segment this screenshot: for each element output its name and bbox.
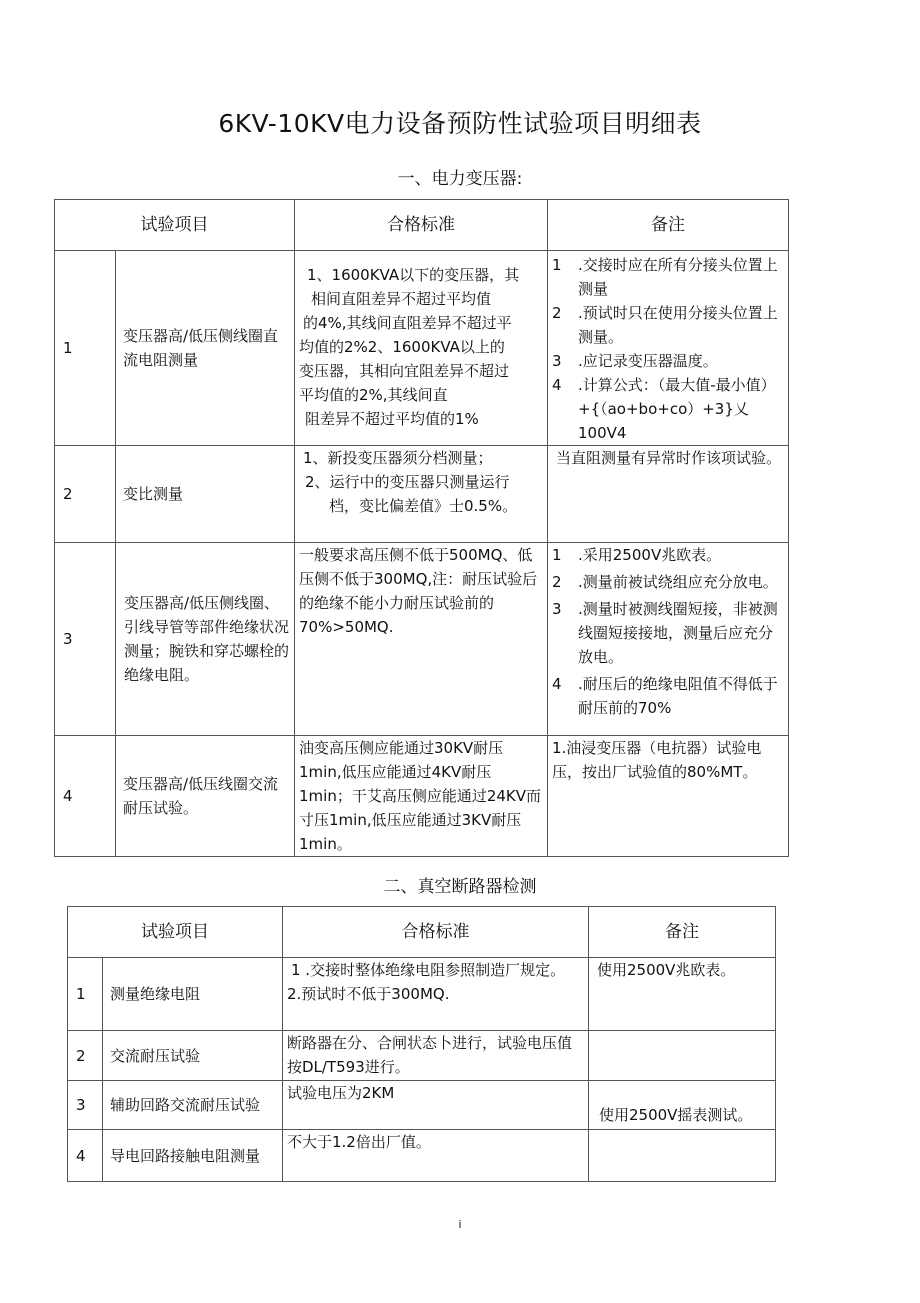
test-item-cell: 变比测量 [116,446,295,543]
note-item [552,349,784,373]
note-item [552,301,784,349]
standard-line: 1、1600KVA以下的变压器，其 [307,266,520,284]
standard-line: 相间直阻差异不超过平均值 [311,290,492,308]
standard-line: 变压器，其相向宜阻差异不超过 [299,362,510,380]
note-number: 3 [552,600,562,618]
note-text: .预试时只在使用分接头位置上测量。 [578,304,778,346]
test-item-cell: 辅助回路交流耐压试验 [103,1081,283,1130]
standard-cell: 断路器在分、合闸状态卜进行，试验电压值按DL/T593进行。 [283,1031,589,1081]
table-header-row [68,907,776,958]
test-item-cell: 交流耐压试验 [103,1031,283,1081]
test-item-cell: 测量绝缘电阻 [103,958,283,1031]
table-row [68,1031,776,1081]
notes-cell: 使用2500V摇表测试。 [589,1081,776,1130]
notes-cell: 当直阻测量有异常时作该项试验。 [548,446,789,543]
notes-cell [548,251,789,446]
standard-line: 的4%,其线间直阻差异不超过平 [303,314,512,332]
standard-cell: 油变高压侧应能通过30KV耐压1min,低压应能通过4KV耐压1min；干艾高压侧应能通过24KV而寸压1min,低压应能通过3KV耐压1min。 [295,736,548,857]
test-item-cell: 变压器高/低压侧线圈、引线导管等部件绝缘状况测量；腕铁和穿芯螺栓的绝缘电阻。 [116,543,295,736]
note-text: .交接时应在所有分接头位置上测量 [578,256,778,298]
row-number: 3 [68,1081,103,1130]
standard-line: 阻差异不超过平均值的1% [305,410,479,428]
row-number: 1 [55,251,116,446]
standard-cell: 不大于1.2倍出厂值。 [283,1130,589,1182]
row-number: 2 [68,1031,103,1081]
row-number: 2 [55,446,116,543]
note-text: .耐压后的绝缘电阻值不得低于耐压前的70% [578,675,778,717]
note-number: 1 [552,546,562,564]
header-notes: 备注 [548,200,789,251]
row-number: 4 [68,1130,103,1182]
notes-cell: 使用2500V兆欧表。 [589,958,776,1031]
transformer-test-table [54,199,789,857]
header-notes: 备注 [589,907,776,958]
note-item [552,373,784,445]
table-row [55,446,789,543]
note-text: .测量时被测线圈短接，非被测线圈短接接地，测量后应充分放电。 [578,600,778,666]
note-text: .采用2500V兆欧表。 [578,546,722,564]
notes-cell [548,543,789,736]
table-row [55,251,789,446]
page-number: i [458,1218,462,1231]
table-row [68,1130,776,1182]
test-item-cell: 变压器高/低压侧线圈直流电阻测量 [116,251,295,446]
table-row [55,543,789,736]
note-item [552,597,784,669]
note-text: .应记录变压器温度。 [578,352,718,370]
vacuum-breaker-test-table [67,906,776,1182]
notes-cell: 1.油浸变压器（电抗器）试验电压，按出厂试验值的80%MT。 [548,736,789,857]
note-number: 1 [552,256,562,274]
standard-cell [295,251,548,446]
table-row [68,958,776,1031]
standard-cell: 试验电压为2KM [283,1081,589,1130]
header-standard: 合格标准 [283,907,589,958]
row-number: 4 [55,736,116,857]
standard-line: 1、新投变压器须分档测量； [303,449,493,467]
section-heading-vacuum-breaker: 二、真空断路器检测 [383,877,537,897]
note-item [552,672,784,720]
standard-cell [295,446,548,543]
standard-line: 2、运行中的变压器只测量运行 [305,473,510,491]
note-number: 2 [552,304,562,322]
note-item [552,570,784,594]
header-standard: 合格标准 [295,200,548,251]
page-title: 6KV-10KV电力设备预防性试验项目明细表 [218,109,702,138]
note-number: 3 [552,352,562,370]
header-test-item: 试验项目 [55,200,295,251]
note-text: .测量前被试绕组应充分放电。 [578,573,778,591]
standard-line: 档，变比偏差值》士0.5%。 [329,497,518,515]
notes-clip [552,543,784,735]
table-row [55,736,789,857]
standard-line: 1 .交接时整体绝缘电阻参照制造厂规定。 [291,961,566,979]
table-row [68,1081,776,1130]
header-test-item: 试验项目 [68,907,283,958]
standard-line: 2.预试时不低于300MQ. [287,985,450,1003]
section-heading-transformer: 一、电力变压器: [397,169,523,189]
note-number: 2 [552,573,562,591]
standard-line: 平均值的2%,其线间直 [299,386,448,404]
note-number: 4 [552,675,562,693]
standard-line: 均值的2%2、1600KVA以上的 [299,338,505,356]
table-header-row [55,200,789,251]
note-item [552,253,784,301]
notes-cell [589,1031,776,1081]
test-item-cell: 导电回路接触电阻测量 [103,1130,283,1182]
note-item [552,543,784,567]
standard-cell [283,958,589,1031]
notes-cell [589,1130,776,1182]
test-item-cell: 变压器高/低压线圈交流耐压试验。 [116,736,295,857]
standard-cell: 一般要求高压侧不低于500MQ、低压侧不低于300MQ,注：耐压试验后的绝缘不能小力耐压试验前的70%>50MQ. [295,543,548,736]
row-number: 3 [55,543,116,736]
note-text: .计算公式：（最大值-最小值）+{（ao+bo+co）+3}乂100V4 [578,376,776,442]
note-number: 4 [552,376,562,394]
row-number: 1 [68,958,103,1031]
